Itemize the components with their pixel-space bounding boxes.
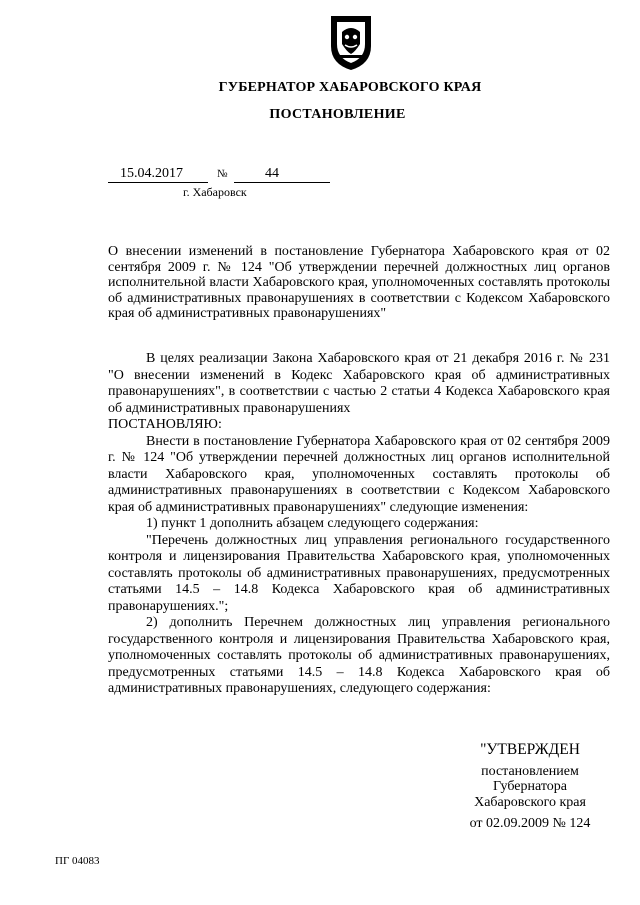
document-date: 15.04.2017 (120, 166, 183, 181)
document-body (108, 351, 610, 698)
document-number: 44 (265, 166, 279, 181)
date-number-row (0, 166, 640, 186)
approved-line-1: постановлением (481, 763, 579, 779)
number-sign: № (217, 168, 228, 180)
date-underline (108, 182, 208, 183)
document-code: ПГ 04083 (55, 855, 100, 867)
governor-title: ГУБЕРНАТОР ХАБАРОВСКОГО КРАЯ (218, 80, 482, 95)
number-underline (234, 182, 330, 183)
document-type: ПОСТАНОВЛЕНИЕ (269, 107, 406, 122)
intro-paragraph: Внести в постановление Губернатора Хабаровского края от 02 сентября 2009 г. № 124 "Об утверждении перечней должностных лиц органов исполнительной власти Хабаровского края, уполномоченных составлять протоколы об административных правонарушениях в соответствии с Кодексом Хабаровского края об административных правонарушениях" следующие изменения: (108, 433, 610, 515)
approved-line-4: от 02.09.2009 № 124 (469, 816, 591, 831)
item-2: 2) дополнить Перечнем должностных лиц управления регионального государственного контроля и лицензирования Правительства Хабаровского края, уполномоченных составлять протоколы об административных правонарушениях, предусмотренных статьями 14.5 – 14.8 Кодекса Хабаровского края об административных правонарушениях, следующего содержания: (108, 615, 610, 696)
coat-of-arms-emblem (325, 12, 377, 72)
item-1: 1) пункт 1 дополнить абзацем следующего содержания: (146, 516, 479, 531)
approved-line-3: Хабаровского края (474, 794, 586, 810)
approved-heading: "УТВЕРЖДЕН (480, 741, 580, 758)
decree-word: ПОСТАНОВЛЯЮ: (108, 417, 222, 432)
item-1-quote: "Перечень должностных лиц управления регионального государственного контроля и лицензирования Правительства Хабаровского края, уполномоченных составлять протоколы об административных правонарушениях, предусмотренных статьями 14.5 – 14.8 Кодекса Хабаровского края об административных правонарушениях."; (108, 532, 610, 614)
city-label: г. Хабаровск (183, 185, 247, 199)
approval-block (440, 742, 620, 832)
approved-line-2: Губернатора (492, 779, 568, 794)
document-subject: О внесении изменений в постановление Губернатора Хабаровского края от 02 сентября 2009 г. № 124 "Об утверждении перечней должностных лиц органов исполнительной власти Хабаровского края, уполномоченных составлять протоколы об административных правонарушениях в соответствии с Кодексом Хабаровского края об административных правонарушениях" (108, 244, 610, 321)
preamble-paragraph: В целях реализации Закона Хабаровского края от 21 декабря 2016 г. № 231 "О внесении изменений в Кодекс Хабаровского края об административных правонарушениях", в соответствии с частью 2 статьи 4 Кодекса Хабаровского края об административных правонарушениях (108, 351, 610, 416)
